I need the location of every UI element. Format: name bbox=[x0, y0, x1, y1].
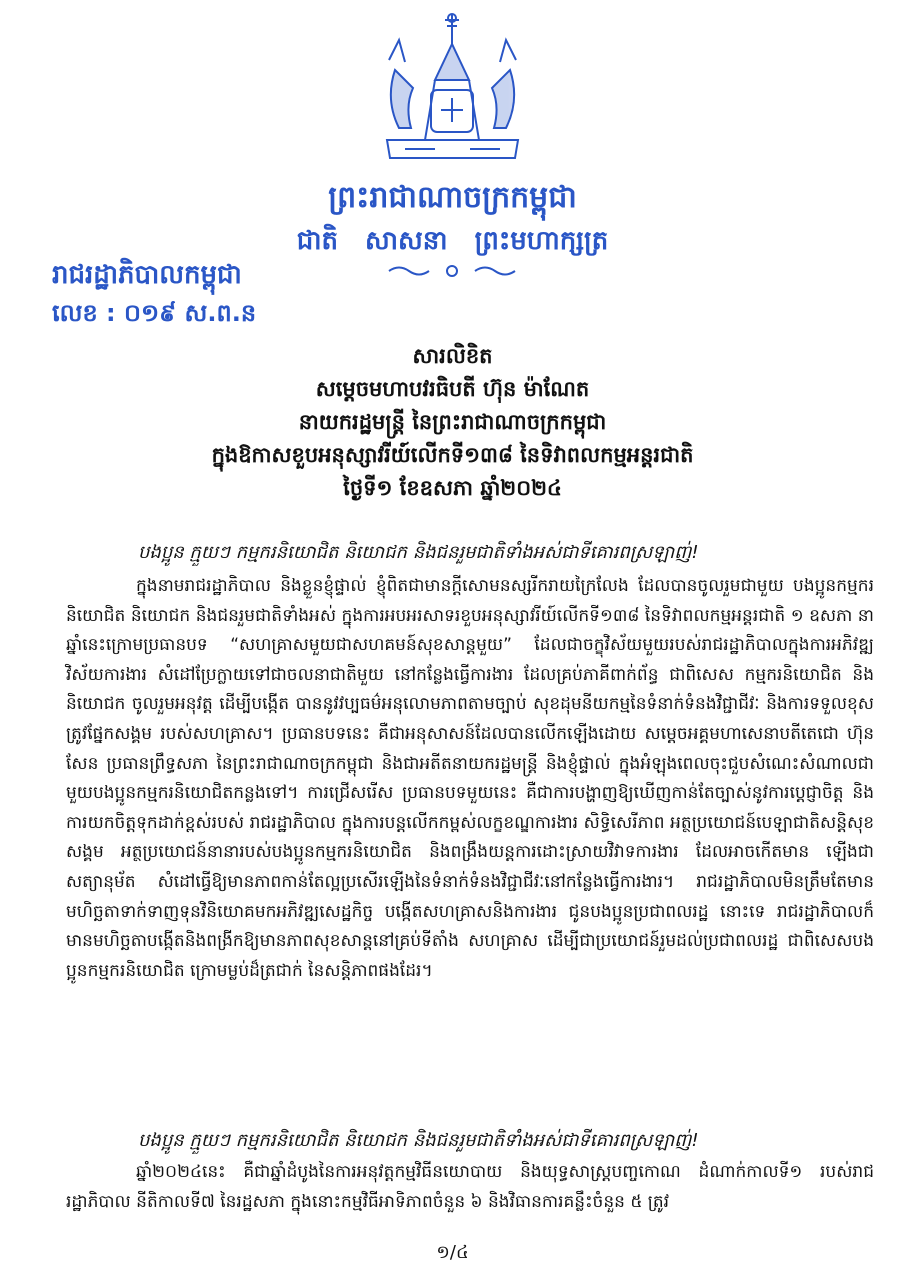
document-title-block bbox=[0, 340, 905, 505]
salutation-2: បងប្អូន ក្មួយៗ កម្មករនិយោជិត និយោជក និងជនរួមជាតិទាំងអស់ជាទីគោរពស្រឡាញ់! bbox=[138, 1130, 699, 1151]
title-line-4: ក្នុងឱកាសខួបអនុស្សាវរីយ៍លើកទី១៣៨ នៃទិវាពលកម្មអន្តរជាតិ bbox=[211, 443, 694, 467]
body-paragraph-1: ក្នុងនាមរាជរដ្ឋាភិបាល និងខ្លួនខ្ញុំផ្ទាល់ ខ្ញុំពិតជាមានក្ដីសោមនស្សរីករាយក្រៃលែង ដែលបានចូលរួមជាមួយ បងប្អូនកម្មករនិយោជិត និយោជក និងជនរួមជាតិទាំងអស់ ក្នុងការអបអរសាទរខួបអនុស្សាវរីយ៍លើកទី១៣៨ នៃទិវាពលកម្មអន្តរជាតិ ១ ឧសភា នាឆ្នាំនេះក្រោមប្រធានបទ “សហគ្រាសមួយជាសហគមន៍សុខសាន្តមួយ” ដែលជាចក្ខុវិស័យមួយរបស់រាជរដ្ឋាភិបាលក្នុងការអភិវឌ្ឍវិស័យការងារ សំដៅប្រែក្លាយទៅជាចលនាជាតិមួយ នៅកន្លែងធ្វើការងារ ដែលគ្រប់ភាគីពាក់ព័ន្ធ ជាពិសេស កម្មករនិយោជិត និងនិយោជក ចូលរួមអនុវត្ត ដើម្បីបង្កើត បាននូវវប្បធម៌អនុលោមភាពតាមច្បាប់ សុខដុមនីយកម្មនៃទំនាក់ទំនងវិជ្ជាជីវៈ និងការទទួលខុសត្រូវផ្នែកសង្គម របស់សហគ្រាស។ ប្រធានបទនេះ គឺជាអនុសាសន៍ដែលបានលើកឡើងដោយ សម្តេចអគ្គមហាសេនាបតីតេជោ ហ៊ុន សែន ប្រធានព្រឹទ្ធសភា នៃព្រះរាជាណាចក្រកម្ពុជា និងជាអតីតនាយករដ្ឋមន្ត្រី និងខ្ញុំផ្ទាល់ ក្នុងអំឡុងពេលចុះជួបសំណេះសំណាលជាមួយបងប្អូនកម្មករនិយោជិតកន្លងទៅ។ ការជ្រើសរើស ប្រធានបទមួយនេះ គឺជាការបង្ហាញឱ្យឃើញកាន់តែច្បាស់នូវការប្តេជ្ញាចិត្ត និងការយកចិត្តទុកដាក់ខ្ពស់របស់ រាជរដ្ឋាភិបាល ក្នុងការបន្តលើកកម្ពស់លក្ខខណ្ឌការងារ សិទ្ធិសេរីភាព អត្ថប្រយោជន៍បេឡាជាតិសន្តិសុខសង្គម អត្ថប្រយោជន៍នានារបស់បងប្អូនកម្មករនិយោជិត និងពង្រឹងយន្តការដោះស្រាយវិវាទការងារ ដែលអាចកើតមាន ឡើងជាសត្យានុម័ត សំដៅធ្វើឱ្យមានភាពកាន់តែល្អប្រសើរឡើងនៃទំនាក់ទំនងវិជ្ជាជីវៈនៅកន្លែងធ្វើការងារ។ រាជរដ្ឋាភិបាលមិនត្រឹមតែមានមហិច្ឆតាទាក់ទាញទុនវិនិយោគមកអភិវឌ្ឍសេដ្ឋកិច្ច បង្កើតសហគ្រាសនិងការងារ ជូនបងប្អូនប្រជាពលរដ្ឋ នោះទេ រាជរដ្ឋាភិបាលក៏មានមហិច្ឆតាបង្កើតនិងពង្រីកឱ្យមានភាពសុខសាន្តនៅគ្រប់ទីតាំង សហគ្រាស ដើម្បីជាប្រយោជន៍រួមដល់ប្រជាពលរដ្ឋ ជាពិសេសបងប្អូនកម្មករនិយោជិត ក្រោមម្លប់ដ៏ត្រជាក់ នៃសន្តិភាពផងដែរ។ bbox=[66, 576, 874, 981]
title-line-1: សារលិខិត bbox=[412, 344, 493, 368]
body-paragraph-2: ឆ្នាំ២០២៤នេះ គឺជាឆ្នាំដំបូងនៃការអនុវត្តកម្មវិធីនយោបាយ និងយុទ្ធសាស្ត្របញ្ចកោណ ដំណាក់កាលទី១ របស់រាជរដ្ឋាភិបាល នីតិកាលទី៧ នៃរដ្ឋសភា ក្នុងនោះកម្មវិធីអាទិភាពចំនួន ៦ និងវិធានការគន្លឹះចំនួន ៥ ត្រូវ bbox=[66, 1162, 874, 1212]
page-number: ១/៤ bbox=[436, 1242, 469, 1263]
reference-number: លេខ : ០១៩ ស.ព.ន bbox=[52, 299, 257, 327]
government-name: រាជរដ្ឋាភិបាលកម្ពុជា bbox=[52, 260, 242, 290]
title-line-3: នាយករដ្ឋមន្ត្រី នៃព្រះរាជាណាចក្រកម្ពុជា bbox=[298, 410, 607, 434]
title-line-2: សម្តេចមហាបវរធិបតី ហ៊ុន ម៉ាណែត bbox=[315, 377, 590, 401]
kingdom-name: ព្រះរាជាណាចក្រកម្ពុជា bbox=[328, 180, 577, 215]
royal-coat-of-arms-emblem bbox=[375, 10, 530, 170]
decorative-divider-icon bbox=[385, 262, 520, 280]
national-motto: ជាតិ សាសនា ព្រះមហាក្សត្រ bbox=[296, 226, 609, 256]
salutation-1: បងប្អូន ក្មួយៗ កម្មករនិយោជិត និយោជក និងជនរួមជាតិទាំងអស់ជាទីគោរពស្រឡាញ់! bbox=[138, 542, 699, 563]
title-line-5: ថ្ងៃទី១ ខែឧសភា ឆ្នាំ២០២៤ bbox=[343, 476, 562, 500]
